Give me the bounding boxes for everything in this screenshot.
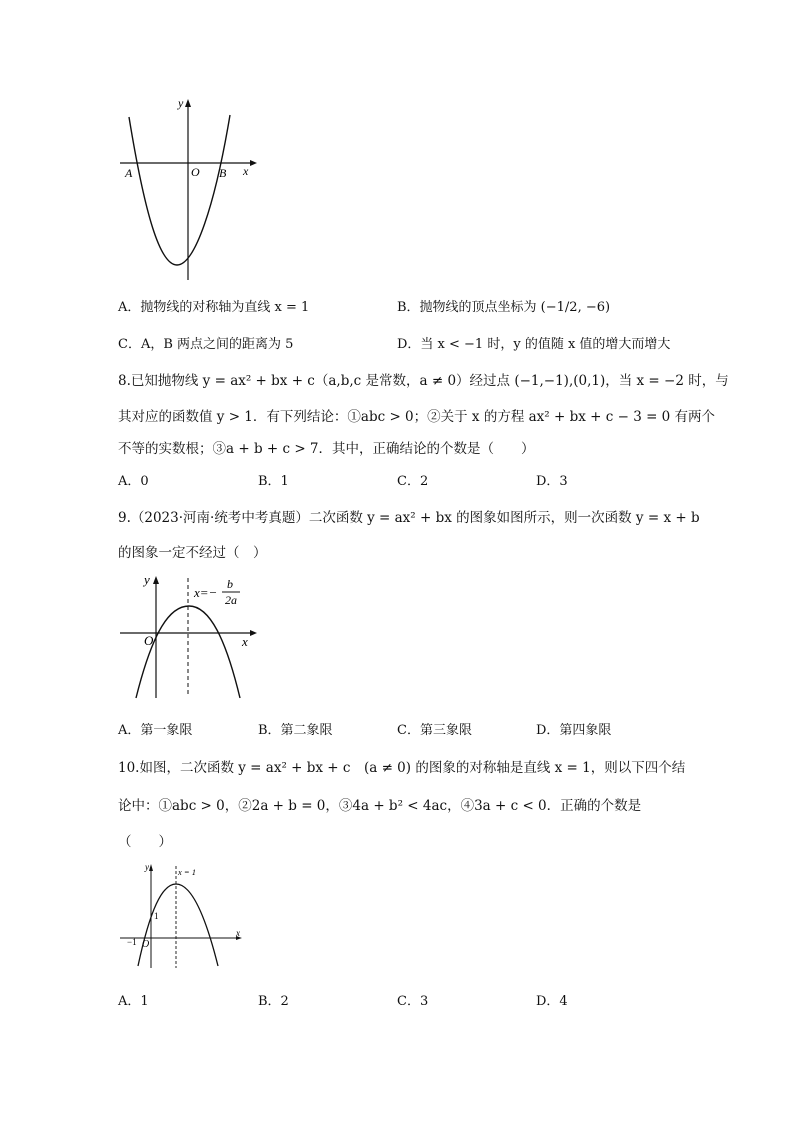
symmetry-axis-label: x=− xyxy=(194,585,218,600)
x-axis-arrow xyxy=(250,630,257,636)
q10-stem-line1: 10.如图，二次函数 y = ax² + bx + c (a ≠ 0) 的图象的对称轴是直线 x = 1，则以下四个结 xyxy=(118,760,686,776)
q10-stem-line3: （ ） xyxy=(118,834,172,850)
point-b-label: B xyxy=(219,166,227,180)
tick-label-neg1: −1 xyxy=(127,937,137,947)
tick-label-1: 1 xyxy=(154,911,159,921)
q8-option-a[interactable]: A．0 xyxy=(118,474,149,489)
q8-stem-line3: 不等的实数根；③a + b + c > 7．其中，正确结论的个数是（ ） xyxy=(118,441,535,457)
x-label: x xyxy=(242,634,248,649)
q8-stem-line2: 其对应的函数值 y > 1．有下列结论：①abc > 0；②关于 x 的方程 ax² + bx + c − 3 = 0 有两个 xyxy=(118,409,716,425)
q9-stem-line2: 的图象一定不经过（ ） xyxy=(118,545,267,561)
q9-option-d[interactable]: D．第四象限 xyxy=(536,723,612,738)
q9-option-b[interactable]: B．第二象限 xyxy=(258,723,333,738)
q7-option-a[interactable]: A．抛物线的对称轴为直线 x = 1 xyxy=(118,300,310,315)
parabola-curve xyxy=(138,884,218,966)
point-a-label: A xyxy=(125,166,133,180)
y-axis-arrow xyxy=(185,99,191,107)
y-label: y xyxy=(144,572,150,587)
origin-label: O xyxy=(144,633,154,648)
x-label: x xyxy=(236,928,240,938)
y-axis-arrow xyxy=(149,864,153,871)
parabola-curve xyxy=(129,115,230,265)
q8-option-c[interactable]: C．2 xyxy=(397,474,429,489)
q10-option-a[interactable]: A．1 xyxy=(118,994,149,1009)
fraction-numerator: b xyxy=(227,577,233,591)
x-label: x xyxy=(243,164,249,178)
q10-option-d[interactable]: D．4 xyxy=(536,994,568,1009)
q10-option-c[interactable]: C．3 xyxy=(397,994,429,1009)
q10-parabola-graph xyxy=(118,858,248,970)
fraction-denominator: 2a xyxy=(225,593,237,607)
q10-stem-line2: 论中：①abc > 0，②2a + b = 0，③4a + b² < 4ac，④3a + c < 0．正确的个数是 xyxy=(118,798,642,814)
x-axis-arrow xyxy=(250,160,257,166)
y-axis-arrow xyxy=(153,576,159,584)
symmetry-axis-label: x = 1 xyxy=(178,867,197,877)
q8-stem-line1: 8.已知抛物线 y = ax² + bx + c（a,b,c 是常数，a ≠ 0）经过点 (−1,−1),(0,1)，当 x = −2 时，与 xyxy=(118,373,729,389)
y-label: y xyxy=(178,96,184,110)
q7-option-c[interactable]: C．A，B 两点之间的距离为 5 xyxy=(118,337,294,352)
q7-option-d[interactable]: D．当 x < −1 时，y 的值随 x 值的增大而增大 xyxy=(397,337,671,352)
q7-parabola-graph xyxy=(115,95,260,285)
origin-label: O xyxy=(142,939,150,950)
q9-option-c[interactable]: C．第三象限 xyxy=(397,723,472,738)
q7-option-b[interactable]: B．抛物线的顶点坐标为 (−1/2, −6) xyxy=(397,300,611,315)
q8-option-d[interactable]: D．3 xyxy=(536,474,568,489)
y-label: y xyxy=(145,862,149,872)
q9-option-a[interactable]: A．第一象限 xyxy=(118,723,193,738)
origin-label: O xyxy=(191,165,200,179)
q9-parabola-graph xyxy=(118,570,263,705)
q8-option-b[interactable]: B．1 xyxy=(258,474,289,489)
q10-option-b[interactable]: B．2 xyxy=(258,994,289,1009)
q9-stem-line1: 9.（2023·河南·统考中考真题）二次函数 y = ax² + bx 的图象如图所示，则一次函数 y = x + b xyxy=(118,510,700,526)
